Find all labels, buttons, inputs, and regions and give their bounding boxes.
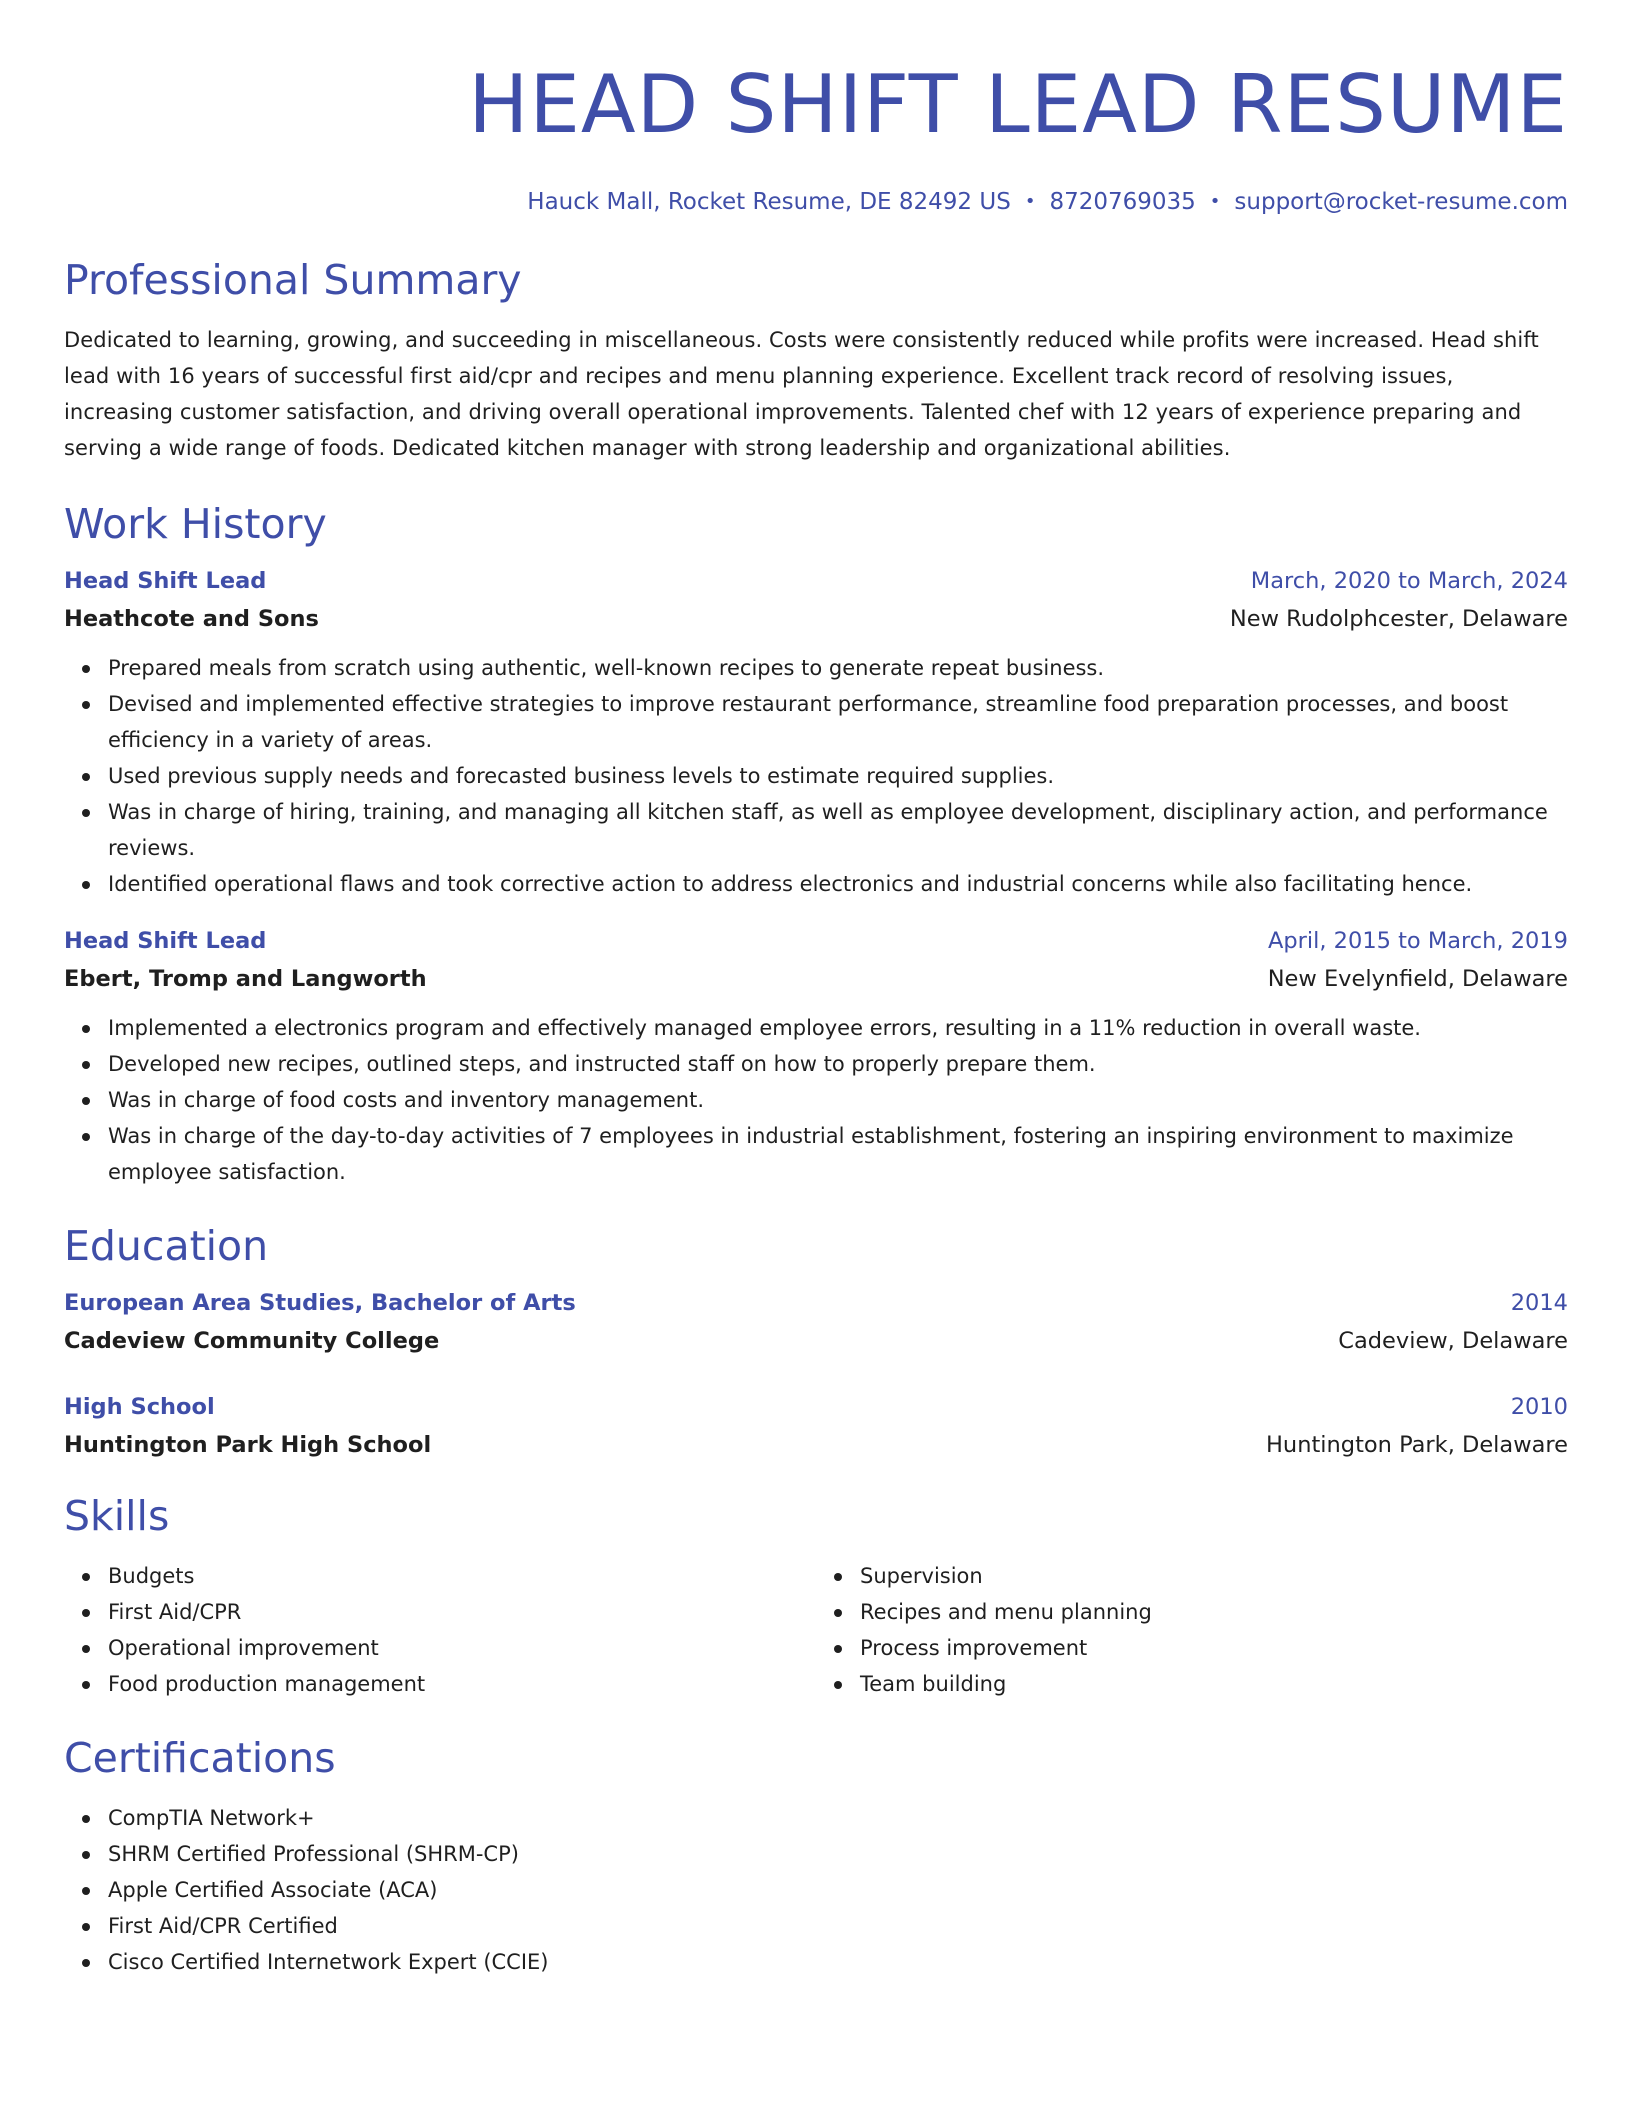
job-employer: Ebert, Tromp and Langworth — [64, 966, 427, 992]
job-duties-list — [64, 1010, 1568, 1190]
job-title-row — [64, 924, 1568, 958]
education-entry — [64, 1390, 1568, 1462]
job-duties-list — [64, 650, 1568, 902]
skills-heading: Skills — [64, 1492, 170, 1540]
job-title: Head Shift Lead — [64, 568, 267, 594]
job-dates: April, 2015 to March, 2019 — [1267, 928, 1568, 954]
education-heading: Education — [64, 1222, 269, 1270]
list-item: Prepared meals from scratch using authentic, well-known recipes to generate repeat business. — [108, 650, 1568, 686]
school-row — [64, 1324, 1568, 1358]
school-location: Huntington Park, Delaware — [1266, 1432, 1568, 1458]
school-row — [64, 1428, 1568, 1462]
list-item: Implemented a electronics program and effectively managed employee errors, resulting in a 11% reduction in overall waste. — [108, 1010, 1568, 1046]
work-history-section — [64, 496, 1568, 1190]
list-item: Cisco Certified Internetwork Expert (CCIE) — [108, 1944, 1568, 1980]
list-item: Budgets — [108, 1558, 816, 1594]
skills-list-right — [816, 1558, 1568, 1702]
list-item: Was in charge of hiring, training, and managing all kitchen staff, as well as employee development, disciplinary action, and performance reviews. — [108, 794, 1568, 866]
list-item: Used previous supply needs and forecasted business levels to estimate required supplies. — [108, 758, 1568, 794]
graduation-year: 2010 — [1510, 1394, 1568, 1420]
list-item: Supervision — [860, 1558, 1568, 1594]
certifications-list — [64, 1800, 1568, 1980]
skills-grid — [64, 1558, 1568, 1702]
certifications-section — [64, 1730, 1568, 1980]
certifications-heading: Certifications — [64, 1734, 336, 1782]
degree-row — [64, 1390, 1568, 1424]
list-item: Devised and implemented effective strategies to improve restaurant performance, streamline food preparation processes, and boost efficiency in a variety of areas. — [108, 686, 1568, 758]
job-entry — [64, 564, 1568, 902]
contact-separator: • — [1024, 191, 1036, 212]
job-entry — [64, 924, 1568, 1190]
list-item: Developed new recipes, outlined steps, and instructed staff on how to properly prepare them. — [108, 1046, 1568, 1082]
contact-separator: • — [1209, 191, 1221, 212]
list-item: Team building — [860, 1666, 1568, 1702]
list-item: CompTIA Network+ — [108, 1800, 1568, 1836]
school-location: Cadeview, Delaware — [1338, 1328, 1568, 1354]
education-section — [64, 1218, 1568, 1462]
list-item: Food production management — [108, 1666, 816, 1702]
list-item: Was in charge of food costs and inventory management. — [108, 1082, 1568, 1118]
list-item: First Aid/CPR — [108, 1594, 816, 1630]
contact-address: Hauck Mall, Rocket Resume, DE 82492 US — [527, 189, 1011, 215]
list-item: Apple Certified Associate (ACA) — [108, 1872, 1568, 1908]
list-item: Identified operational flaws and took corrective action to address electronics and industrial concerns while also facilitating hence. — [108, 866, 1568, 902]
list-item: Operational improvement — [108, 1630, 816, 1666]
list-item: Recipes and menu planning — [860, 1594, 1568, 1630]
graduation-year: 2014 — [1510, 1290, 1568, 1316]
contact-phone: 8720769035 — [1049, 189, 1196, 215]
resume-title: HEAD SHIFT LEAD RESUME — [468, 58, 1568, 151]
contact-line — [64, 186, 1568, 218]
job-employer-row — [64, 602, 1568, 636]
job-employer-row — [64, 962, 1568, 996]
summary-heading: Professional Summary — [64, 256, 522, 304]
list-item: Process improvement — [860, 1630, 1568, 1666]
resume-header — [64, 50, 1568, 218]
school-name: Cadeview Community College — [64, 1328, 440, 1354]
job-location: New Rudolphcester, Delaware — [1229, 606, 1568, 632]
degree-row — [64, 1286, 1568, 1320]
degree-name: High School — [64, 1394, 215, 1420]
skills-section — [64, 1488, 1568, 1702]
list-item: Was in charge of the day-to-day activities of 7 employees in industrial establishment, fostering an inspiring environment to maximize employee satisfaction. — [108, 1118, 1568, 1190]
skills-list-left — [64, 1558, 816, 1702]
education-entry — [64, 1286, 1568, 1358]
school-name: Huntington Park High School — [64, 1432, 432, 1458]
work-history-heading: Work History — [64, 500, 327, 548]
job-dates: March, 2020 to March, 2024 — [1250, 568, 1568, 594]
contact-email: support@rocket-resume.com — [1234, 189, 1568, 215]
summary-section — [64, 252, 1568, 466]
job-location: New Evelynfield, Delaware — [1267, 966, 1568, 992]
list-item: First Aid/CPR Certified — [108, 1908, 1568, 1944]
job-employer: Heathcote and Sons — [64, 606, 319, 632]
job-title: Head Shift Lead — [64, 928, 267, 954]
job-title-row — [64, 564, 1568, 598]
summary-text: Dedicated to learning, growing, and succeeding in miscellaneous. Costs were consistently reduced while profits were increased. Head shift lead with 16 years of successful first aid/cpr and recipes and menu planning experience. Excellent track record of resolving issues, increasing customer satisfaction, and driving overall operational improvements. Talented chef with 12 years of experience preparing and serving a wide range of foods. Dedicated kitchen manager with strong leadership and organizational abilities. — [64, 328, 1539, 460]
degree-name: European Area Studies, Bachelor of Arts — [64, 1290, 576, 1316]
list-item: SHRM Certified Professional (SHRM-CP) — [108, 1836, 1568, 1872]
